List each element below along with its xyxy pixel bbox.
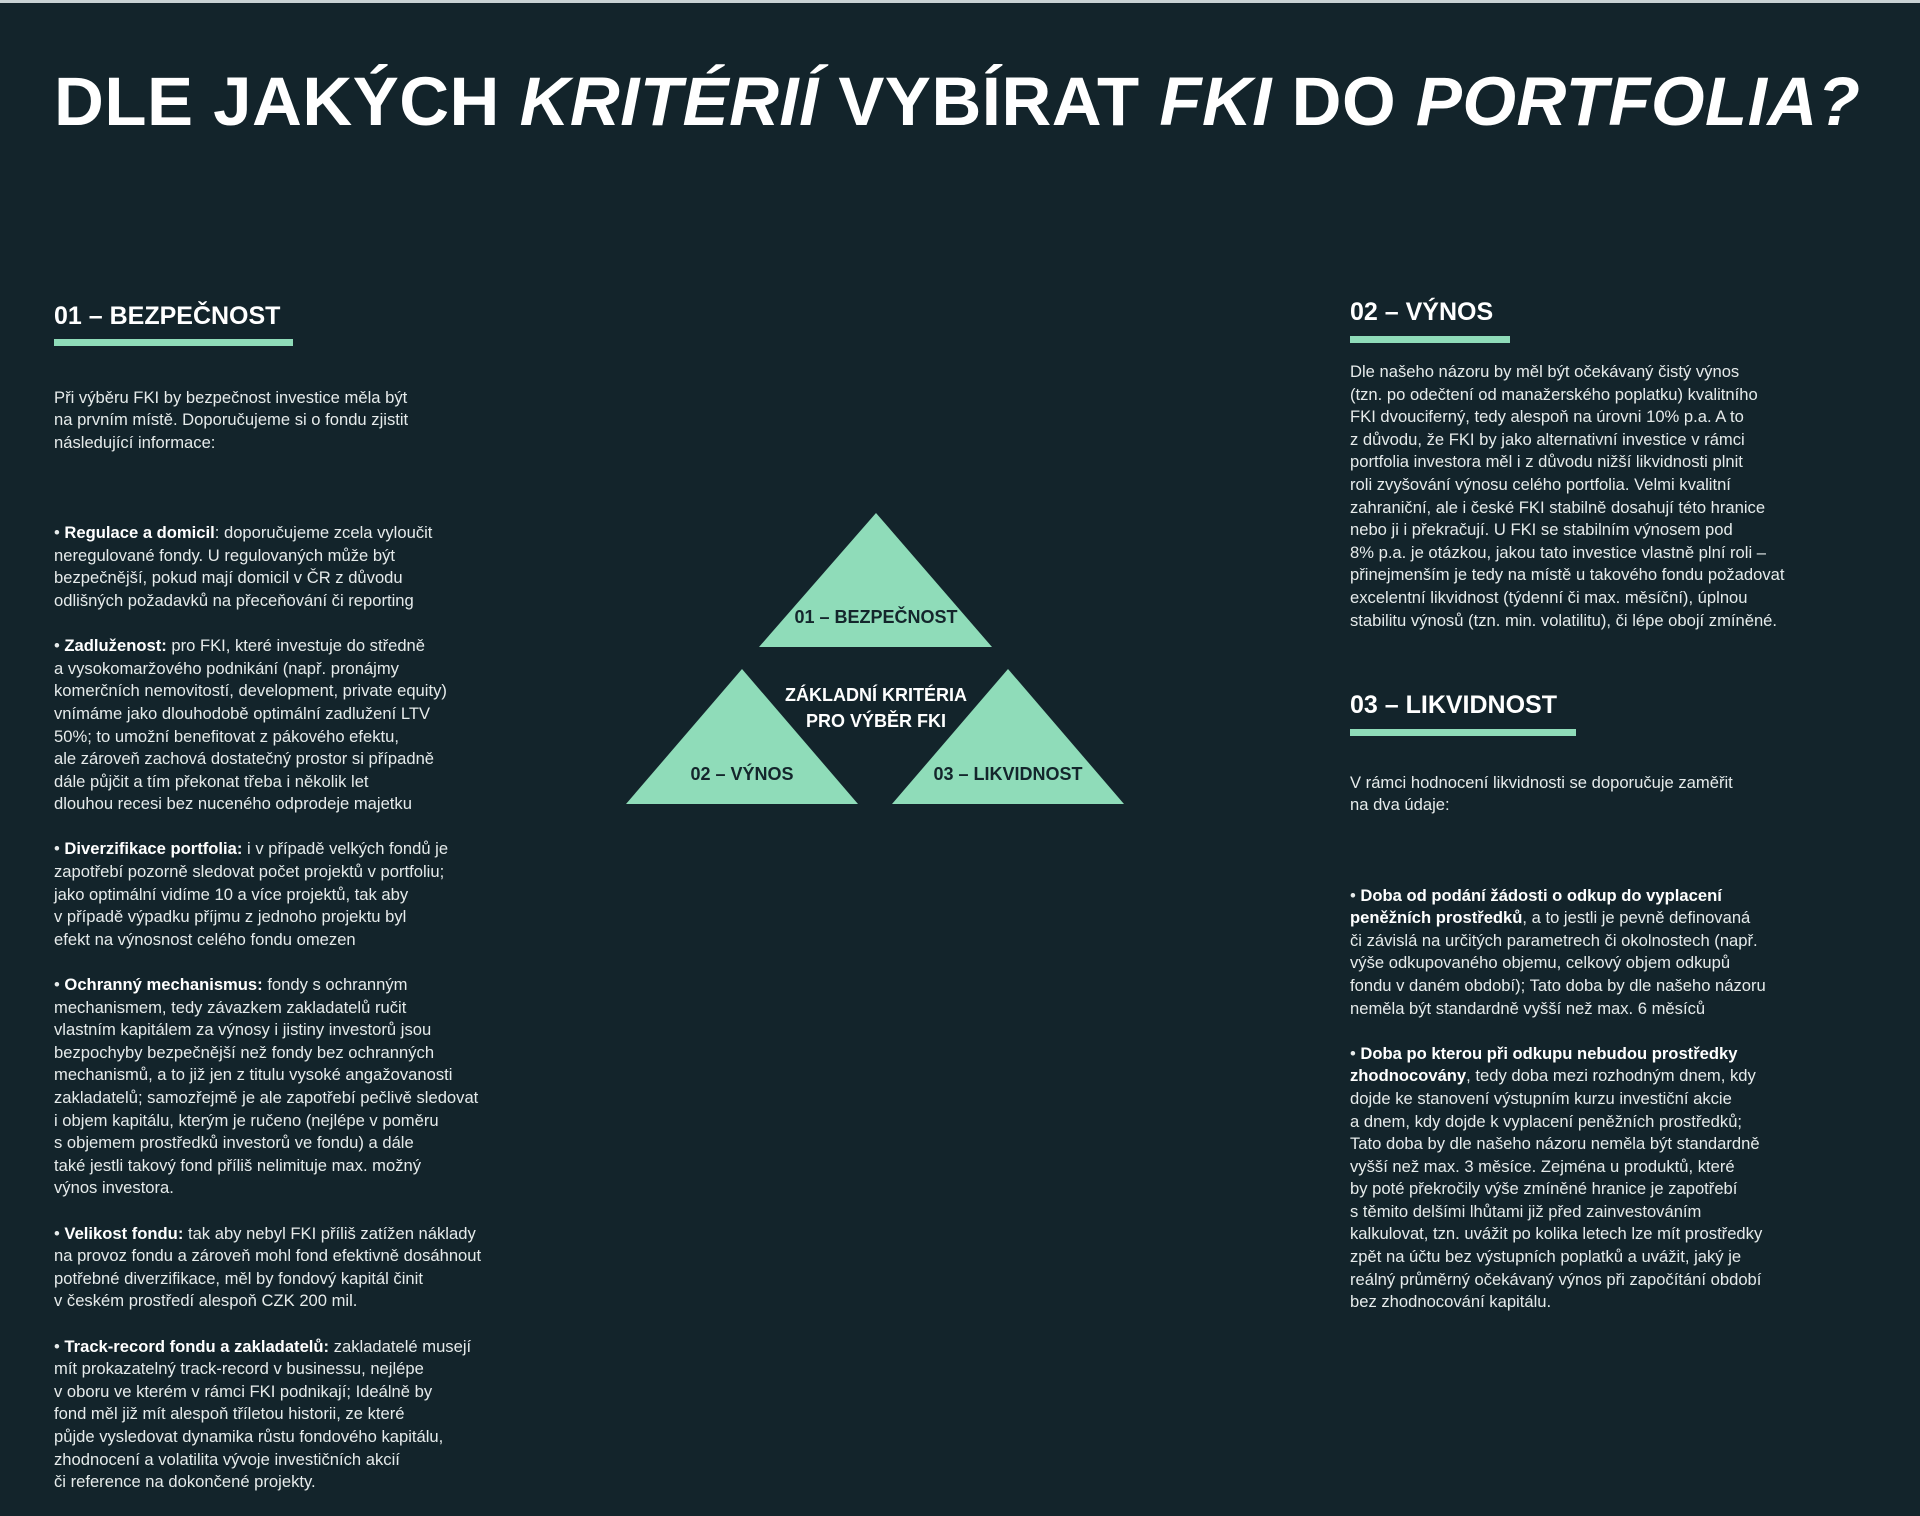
- list-item-title: Doba po kterou při odkupu nebudou prostředky zhodnocovány: [1350, 1043, 1738, 1086]
- triangle-label-yield: 02 – VÝNOS: [690, 764, 794, 784]
- list-item-text: i v případě velkých fondů je zapotřebí pozorně sledovat počet projektů v portfoliu; jako optimální vidíme 10 a více projektů, tak aby v případě výpadku příjmu z jednoho projektu byl efekt na výnosnost celého fondu omezen: [54, 839, 449, 949]
- list-item-text: , a to jestli je pevně definovaná či závislá na určitých parametrech či okolnostech (např. výše odkupovaného objemu, celkový objem odkupů fondu v daném období); Tato doba by dle našeho názoru neměla být standardně vyšší než max. 6 měsíců: [1350, 908, 1766, 1018]
- diagram-center-label: ZÁKLADNÍ KRITÉRIA: [785, 685, 967, 705]
- list-item-title: Zadluženost:: [64, 636, 167, 656]
- list-item: • Velikost fondu: tak aby nebyl FKI příliš zatížen náklady na provoz fondu a zároveň mohl fond efektivně dosáhnout potřebné diverzifikace, měl by fondový kapitál činit v českém prostředí alespoň CZK 200 mil.: [54, 1223, 482, 1311]
- title-emphasis: PORTFOLIA?: [1415, 63, 1861, 140]
- heading-underline: [54, 339, 293, 346]
- section-heading-safety: 01 – BEZPEČNOST: [54, 302, 281, 330]
- list-item-title: Track-record fondu a zakladatelů:: [64, 1336, 330, 1356]
- list-item: • Diverzifikace portfolia: i v případě velkých fondů je zapotřebí pozorně sledovat počet projektů v portfoliu; jako optimální vidíme 10 a více projektů, tak aby v případě výpadku příjmu z jednoho projektu byl efekt na výnosnost celého fondu omezen: [54, 839, 449, 949]
- list-item-text: zakladatelé musejí mít prokazatelný track-record v businessu, nejlépe v oboru ve kterém v rámci FKI podnikají; Ideálně by fond měl již mít alespoň tříletou historii, ze které půjde vysledovat dynamika růstu fondového kapitálu, zhodnocení a volatilita vývoje investičních akcií či reference na dokončené projekty.: [54, 1336, 472, 1492]
- triangle-label-liquidity: 03 – LIKVIDNOST: [933, 764, 1083, 784]
- list-item: • Track-record fondu a zakladatelů: zakladatelé musejí mít prokazatelný track-record v businessu, nejlépe v oboru ve kterém v rámci FKI podnikají; Ideálně by fond měl již mít alespoň tříletou historii, ze které půjde vysledovat dynamika růstu fondového kapitálu, zhodnocení a volatilita vývoje investičních akcií či reference na dokončené projekty.: [54, 1336, 472, 1492]
- list-item-text: tak aby nebyl FKI příliš zatížen náklady na provoz fondu a zároveň mohl fond efektivně dosáhnout potřebné diverzifikace, měl by fondový kapitál činit v českém prostředí alespoň CZK 200 mil.: [54, 1223, 482, 1311]
- list-item-title: Velikost fondu:: [64, 1223, 184, 1243]
- list-item: • Zadluženost: pro FKI, které investuje do středně a vysokomaržového podnikání (např. pronájmy komerčních nemovitostí, development, private equity) vnímáme jako dlouhodobě optimální zadlužení LTV 50%; to umožní benefitovat z pákového efektu, ale zároveň zachová dostatečný prostor si případně dále půjčit a tím překonat třeba i několik let dlouhou recesi bez nuceného odprodeje majetku: [54, 636, 447, 814]
- title-text: DO: [1271, 63, 1416, 140]
- title-emphasis: KRITÉRIÍ: [519, 63, 819, 140]
- list-item-title: Diverzifikace portfolia:: [64, 839, 243, 859]
- title-emphasis: FKI: [1159, 63, 1272, 140]
- section-body-liquidity: [1350, 749, 1920, 1336]
- list-item: • Doba po kterou při odkupu nebudou prostředky zhodnocovány, tedy doba mezi rozhodným dnem, kdy dojde ke stanovení výstupním kurzu investiční akcie a dnem, kdy dojde k vyplacení peněžních prostředků; Tato doba by dle našeho názoru neměla být standardně vyšší než max. 3 měsíce. Zejména u produktů, které by poté překročily výše zmíněné hranice je zapotřebí s těmito delšími lhůtami již před zainvestováním kalkulovat, tzn. uvážit po kolika letech lze mít prostředky zpět na účtu bez výstupních poplatků a uvážit, jaký je reálný průměrný očekávaný výnos při započítání období bez zhodnocování kapitálu.: [1350, 1043, 1763, 1312]
- list-item: • Regulace a domicil: doporučujeme zcela vyloučit neregulované fondy. U regulovaných může být bezpečnější, pokud mají domicil v ČR z důvodu odlišných požadavků na přeceňování či reporting: [54, 523, 433, 610]
- spacer: [54, 477, 614, 500]
- intro-paragraph: Při výběru FKI by bezpečnost investice měla být na prvním místě. Doporučujeme si o fondu zjistit následující informace:: [54, 387, 409, 452]
- list-item-text: pro FKI, které investuje do středně a vysokomaržového podnikání (např. pronájmy komerčních nemovitostí, development, private equity) vnímáme jako dlouhodobě optimální zadlužení LTV 50%; to umožní benefitovat z pákového efektu, ale zároveň zachová dostatečný prostor si případně dále půjčit a tím překonat třeba i několik let dlouhou recesi bez nuceného odprodeje majetku: [54, 636, 447, 814]
- list-item-title: Ochranný mechanismus:: [64, 975, 263, 995]
- title-text: DLE JAKÝCH: [54, 63, 520, 140]
- list-item: • Doba od podání žádosti o odkup do vyplacení peněžních prostředků, a to jestli je pevně definovaná či závislá na určitých parametrech či okolnostech (např. výše odkupovaného objemu, celkový objem odkupů fondu v daném období); Tato doba by dle našeho názoru neměla být standardně vyšší než max. 6 měsíců: [1350, 885, 1766, 1018]
- spacer: [1350, 839, 1920, 862]
- list-item-title: Regulace a domicil: [64, 523, 215, 543]
- list-item-text: , tedy doba mezi rozhodným dnem, kdy dojde ke stanovení výstupním kurzu investiční akcie a dnem, kdy dojde k vyplacení peněžních prostředků; Tato doba by dle našeho názoru neměla být standardně vyšší než max. 3 měsíce. Zejména u produktů, které by poté překročily výše zmíněné hranice je zapotřebí s těmito delšími lhůtami již před zainvestováním kalkulovat, tzn. uvážit po kolika letech lze mít prostředky zpět na účtu bez výstupních poplatků a uvážit, jaký je reálný průměrný očekávaný výnos při započítání období bez zhodnocování kapitálu.: [1350, 1066, 1763, 1312]
- intro-paragraph: V rámci hodnocení likvidnosti se doporučuje zaměřit na dva údaje:: [1350, 772, 1733, 815]
- section-heading-liquidity: 03 – LIKVIDNOST: [1350, 691, 1557, 719]
- list-item: • Ochranný mechanismus: fondy s ochranným mechanismem, tedy závazkem zakladatelů ručit vlastním kapitálem za výnosy i jistiny investorů jsou bezpochyby bezpečnější než fondy bez ochranných mechanismů, a to již jen z titulu vysoké angažovanosti zakladatelů; samozřejmě je ale zapotřebí pečlivě sledovat i objem kapitálu, kterým je ručeno (nejlépe v poměru s objemem prostředků investorů ve fondu) a dále také jestli takový fond příliš nelimituje max. možný výnos investora.: [54, 975, 479, 1198]
- heading-underline: [1350, 729, 1576, 736]
- list-item-text: fondy s ochranným mechanismem, tedy závazkem zakladatelů ručit vlastním kapitálem za výnosy i jistiny investorů jsou bezpochyby bezpečnější než fondy bez ochranných mechanismů, a to již jen z titulu vysoké angažovanosti zakladatelů; samozřejmě je ale zapotřebí pečlivě sledovat i objem kapitálu, kterým je ručeno (nejlépe v poměru s objemem prostředků investorů ve fondu) a dále také jestli takový fond příliš nelimituje max. možný výnos investora.: [54, 975, 479, 1198]
- list-item-title: Doba od podání žádosti o odkup do vyplacení peněžních prostředků: [1350, 885, 1722, 928]
- section-body-safety: [54, 364, 614, 1516]
- section-body-yield: Dle našeho názoru by měl být očekávaný čistý výnos (tzn. po odečtení od manažerského poplatku) kvalitního FKI dvouciferný, tedy alespoň na úrovni 10% p.a. A to z důvodu, že FKI by jako alternativní investice v rámci portfolia investora měl i z důvodu nižší likvidnosti plnit roli zvyšování výnosu celého portfolia. Velmi kvalitní zahraniční, ale i české FKI stabilně dosahují této hranice nebo ji i překračují. U FKI se stabilním výnosem pod 8% p.a. je otázkou, jakou tato investice vlastně plní roli – přinejmenším je tedy na místě u takového fondu požadovat excelentní likvidnost (týdenní či max. měsíční), úplnou stabilitu výnosů (tzn. min. volatilitu), či lépe obojí zmíněné.: [1350, 362, 1785, 630]
- list-item-text: : doporučujeme zcela vyloučit neregulované fondy. U regulovaných může být bezpečnější, pokud mají domicil v ČR z důvodu odlišných požadavků na přeceňování či reporting: [54, 523, 433, 610]
- title-text: VYBÍRAT: [818, 63, 1160, 140]
- diagram-center-label: PRO VÝBĚR FKI: [805, 711, 947, 731]
- triangle-label-safety: 01 – BEZPEČNOST: [794, 607, 958, 627]
- section-heading-yield: 02 – VÝNOS: [1350, 298, 1494, 326]
- heading-underline: [1350, 336, 1510, 343]
